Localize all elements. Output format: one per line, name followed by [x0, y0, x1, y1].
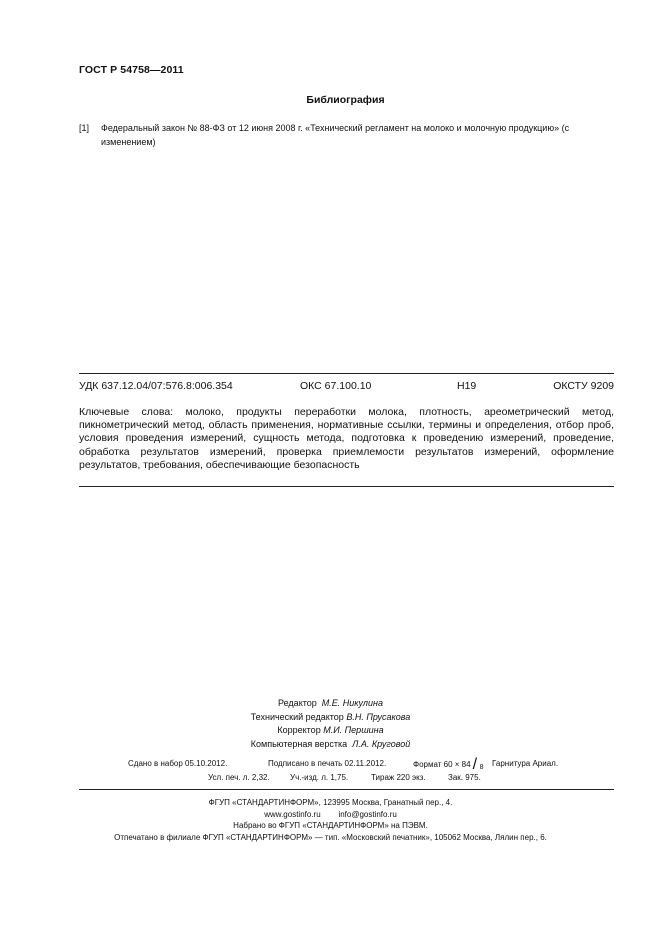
entry-number: [1] [79, 123, 90, 133]
imprint-block [0, 797, 661, 843]
format-denominator: 8 [479, 764, 484, 771]
entry-text: Федеральный закон № 88-ФЗ от 12 июня 2008 г. «Технический регламент на молоко и молочную продукцию» (с изменением) [101, 123, 570, 147]
editor-name: М.Е. Никулина [321, 698, 383, 708]
layout-name: Л.А. Круговой [352, 738, 411, 749]
credits-block [0, 697, 661, 751]
editor-label: Редактор [278, 698, 317, 708]
print-run: Тираж 220 экз. [371, 773, 426, 782]
bibliography-title: Библиография [306, 94, 385, 106]
tech-editor-line [0, 711, 661, 725]
contacts-line [0, 809, 661, 821]
submitted-date: Сдано в набор 05.10.2012. [128, 759, 228, 768]
typeset-note: Набрано во ФГУП «СТАНДАРТИНФОРМ» на ПЭВМ. [233, 821, 428, 830]
tech-editor-label: Технический редактор [250, 711, 344, 722]
divider-bottom [79, 486, 614, 487]
email-link[interactable]: info@gostinfo.ru [338, 809, 397, 819]
printed-note: Отпечатано в филиале ФГУП «СТАНДАРТИНФОРМ» — тип. «Московский печатник», 105062 Москва, Лялин пер., 6. [114, 832, 547, 842]
udk-code: УДК 637.12.04/07:576.8:006.354 [79, 380, 233, 392]
paper-format [413, 756, 485, 773]
oks-code: ОКС 67.100.10 [300, 380, 372, 392]
corrector-line [0, 724, 661, 738]
corrector-name: М.И. Першина [323, 725, 384, 735]
group-code: Н19 [457, 380, 477, 392]
order-number: Зак. 975. [448, 773, 481, 782]
layout-label: Компьютерная верстка [250, 738, 348, 749]
print-sheets: Усл. печ. л. 2,32. [208, 773, 270, 782]
format-fraction: / 8 [472, 756, 484, 773]
keywords: Ключевые слова: молоко, продукты переработки молока, плотность, ареометрический метод, пикнометрический метод, область применения, нормативные ссылки, термины и определения, отбор проб, условия проведения измерений, сущность метода, подготовка к проведению измерений, проведение, обработка результатов измерений, проверка приемлемости результатов измерений, оформление результатов, требования, обеспечивающие безопасность [79, 406, 614, 471]
classification-row [79, 380, 614, 394]
standard-number: ГОСТ Р 54758—2011 [79, 64, 184, 76]
signed-date: Подписано в печать 02.11.2012. [268, 759, 387, 768]
editor-line [0, 697, 661, 711]
publisher-sheets: Уч.-изд. л. 1,75. [290, 773, 349, 782]
okstu-code: ОКСТУ 9209 [553, 380, 614, 392]
typeface: Гарнитура Ариал. [492, 759, 559, 768]
layout-line [0, 738, 661, 752]
divider-imprint [79, 789, 614, 790]
divider-top [79, 373, 614, 374]
website-link[interactable]: www.gostinfo.ru [264, 809, 321, 819]
tech-editor-name: В.Н. Прусакова [346, 711, 411, 722]
format-label: Формат 60 × 84 [413, 760, 471, 770]
publisher-address: ФГУП «СТАНДАРТИНФОРМ», 123995 Москва, Гранатный пер., 4. [208, 798, 453, 807]
corrector-label: Корректор [277, 725, 321, 735]
